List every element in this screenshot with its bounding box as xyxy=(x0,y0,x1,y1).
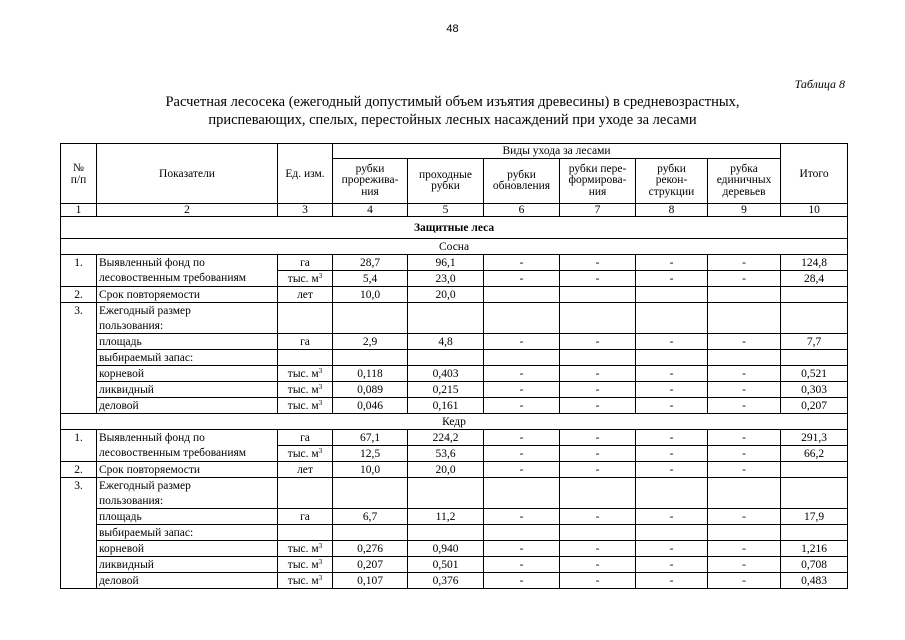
header-care-type-line: рубки xyxy=(657,162,686,175)
row-value: - xyxy=(636,398,708,414)
header-care-type-line: формирова- xyxy=(568,174,627,187)
header-care-type-line: проходные xyxy=(419,168,472,181)
row-unit xyxy=(278,366,333,382)
row-value: - xyxy=(560,430,636,446)
header-care-type-line: рубки xyxy=(507,168,536,181)
row-value xyxy=(708,318,781,334)
row-value: 0,940 xyxy=(408,541,484,557)
row-value xyxy=(484,303,560,319)
table-row xyxy=(61,493,848,509)
row-unit-text: тыс. м xyxy=(287,383,319,396)
row-total xyxy=(781,303,848,319)
row-total: 17,9 xyxy=(781,509,848,525)
row-value: - xyxy=(484,430,560,446)
row-value xyxy=(408,350,484,366)
species-row xyxy=(61,414,848,430)
row-number xyxy=(61,525,97,541)
header-number-line: № xyxy=(73,161,84,174)
row-value: - xyxy=(560,366,636,382)
table-row xyxy=(61,366,848,382)
row-value: - xyxy=(484,573,560,589)
table-row xyxy=(61,446,848,462)
row-number: 3. xyxy=(61,303,97,319)
row-value xyxy=(708,525,781,541)
row-unit xyxy=(278,525,333,541)
row-unit xyxy=(278,271,333,287)
row-value: - xyxy=(636,462,708,478)
row-value xyxy=(636,350,708,366)
row-value xyxy=(408,478,484,494)
row-value xyxy=(636,318,708,334)
row-value: - xyxy=(560,255,636,271)
row-value: 28,7 xyxy=(333,255,408,271)
row-total: 0,207 xyxy=(781,398,848,414)
row-value: - xyxy=(636,541,708,557)
title-line: Расчетная лесосека (ежегодный допустимый объем изъятия древесины) в средневозрастных, xyxy=(165,94,740,110)
row-value: 12,5 xyxy=(333,446,408,462)
row-total: 291,3 xyxy=(781,430,848,446)
row-unit xyxy=(278,382,333,398)
column-number: 7 xyxy=(560,204,636,217)
column-number: 1 xyxy=(61,204,97,217)
row-unit xyxy=(278,446,333,462)
row-number xyxy=(61,541,97,557)
header-unit: Ед. изм. xyxy=(278,144,333,204)
row-label: Срок повторяемости xyxy=(97,462,278,478)
row-value xyxy=(636,287,708,303)
row-number xyxy=(61,318,97,334)
row-value: - xyxy=(708,430,781,446)
row-value: 0,089 xyxy=(333,382,408,398)
row-unit xyxy=(278,493,333,509)
row-value: - xyxy=(708,509,781,525)
row-label: пользования: xyxy=(97,493,278,509)
header-care-type-line: рекон- xyxy=(655,174,688,187)
row-value: 0,215 xyxy=(408,382,484,398)
row-number xyxy=(61,557,97,573)
header-care-type xyxy=(408,159,484,204)
column-number: 6 xyxy=(484,204,560,217)
row-label: Ежегодный размер xyxy=(97,303,278,319)
row-value xyxy=(708,287,781,303)
header-care-type-line: ния xyxy=(588,185,607,198)
row-value xyxy=(484,318,560,334)
row-value: 20,0 xyxy=(408,462,484,478)
row-value xyxy=(333,318,408,334)
row-unit-superscript: 3 xyxy=(318,573,323,582)
row-value: - xyxy=(708,334,781,350)
row-value: 6,7 xyxy=(333,509,408,525)
row-value xyxy=(560,303,636,319)
column-number: 4 xyxy=(333,204,408,217)
row-value: 67,1 xyxy=(333,430,408,446)
row-label: деловой xyxy=(97,573,278,589)
header-number-line: п/п xyxy=(70,173,87,186)
header-care-type xyxy=(708,159,781,204)
species-name: Кедр xyxy=(61,414,848,430)
row-value: - xyxy=(484,509,560,525)
row-number xyxy=(61,350,97,366)
header-care-type-line: рубки xyxy=(431,180,460,192)
row-value: - xyxy=(484,271,560,287)
row-number xyxy=(61,334,97,350)
row-unit-text: лет xyxy=(297,463,313,476)
row-value: 0,161 xyxy=(408,398,484,414)
table-row xyxy=(61,541,848,557)
row-label: Выявленный фонд по xyxy=(97,255,278,271)
row-unit-text: тыс. м xyxy=(287,447,319,460)
row-value: 10,0 xyxy=(333,287,408,303)
row-label: ликвидный xyxy=(97,382,278,398)
row-value: 0,501 xyxy=(408,557,484,573)
row-value: 0,107 xyxy=(333,573,408,589)
species-name: Сосна xyxy=(61,239,848,255)
row-unit-text: тыс. м xyxy=(287,399,319,412)
row-total: 0,708 xyxy=(781,557,848,573)
row-value xyxy=(484,478,560,494)
row-value xyxy=(408,525,484,541)
row-unit-text: тыс. м xyxy=(287,272,319,285)
column-number: 2 xyxy=(97,204,278,217)
row-value: - xyxy=(560,382,636,398)
row-total: 0,303 xyxy=(781,382,848,398)
row-value: - xyxy=(484,446,560,462)
row-total xyxy=(781,318,848,334)
table-row xyxy=(61,350,848,366)
header-care-type-line: деревьев xyxy=(722,185,766,198)
header-care-type-line: струкции xyxy=(648,185,695,198)
row-value: 2,9 xyxy=(333,334,408,350)
row-label: Выявленный фонд по xyxy=(97,430,278,446)
row-value: - xyxy=(560,271,636,287)
row-value xyxy=(560,525,636,541)
row-value: 11,2 xyxy=(408,509,484,525)
row-value: - xyxy=(708,446,781,462)
row-label: выбираемый запас: xyxy=(97,350,278,366)
row-total xyxy=(781,493,848,509)
row-value: - xyxy=(484,557,560,573)
row-value: 5,4 xyxy=(333,271,408,287)
row-unit xyxy=(278,509,333,525)
header-care-type-line: обновления xyxy=(492,180,551,192)
row-label: лесовоственным требованиям xyxy=(97,271,278,287)
row-value xyxy=(636,493,708,509)
row-value: - xyxy=(636,334,708,350)
row-total: 7,7 xyxy=(781,334,848,350)
row-unit-text: га xyxy=(300,335,310,348)
row-unit-text: тыс. м xyxy=(287,542,319,555)
row-total xyxy=(781,287,848,303)
row-value: 10,0 xyxy=(333,462,408,478)
row-value: - xyxy=(560,509,636,525)
row-value: - xyxy=(560,557,636,573)
row-total xyxy=(781,462,848,478)
row-number xyxy=(61,271,97,287)
row-value: 96,1 xyxy=(408,255,484,271)
row-total xyxy=(781,525,848,541)
row-value xyxy=(708,493,781,509)
row-value xyxy=(333,525,408,541)
row-number xyxy=(61,573,97,589)
row-unit xyxy=(278,462,333,478)
table-row xyxy=(61,430,848,446)
row-value: - xyxy=(484,398,560,414)
table-row xyxy=(61,318,848,334)
row-value: 0,276 xyxy=(333,541,408,557)
page-number: 48 xyxy=(446,23,459,35)
row-value xyxy=(560,318,636,334)
row-number: 2. xyxy=(61,462,97,478)
row-value: - xyxy=(636,382,708,398)
row-value: - xyxy=(484,541,560,557)
row-total: 0,521 xyxy=(781,366,848,382)
row-value xyxy=(708,303,781,319)
row-value xyxy=(484,493,560,509)
row-total: 28,4 xyxy=(781,271,848,287)
table-row xyxy=(61,557,848,573)
row-label: площадь xyxy=(97,334,278,350)
section-title: Защитные леса xyxy=(61,217,848,239)
row-value: - xyxy=(484,462,560,478)
table-row xyxy=(61,573,848,589)
row-value: 0,403 xyxy=(408,366,484,382)
row-value: - xyxy=(708,398,781,414)
row-label: лесовоственным требованиям xyxy=(97,446,278,462)
header-care-type xyxy=(636,159,708,204)
row-value: - xyxy=(636,557,708,573)
row-number: 3. xyxy=(61,478,97,494)
row-unit xyxy=(278,334,333,350)
row-value xyxy=(408,303,484,319)
row-unit-superscript: 3 xyxy=(318,366,323,375)
row-value: - xyxy=(636,255,708,271)
column-numbers-row xyxy=(61,204,848,217)
row-value: 4,8 xyxy=(408,334,484,350)
title-line: приспевающих, спелых, перестойных лесных насаждений при уходе за лесами xyxy=(208,112,697,128)
row-value xyxy=(708,350,781,366)
row-unit-superscript: 3 xyxy=(318,557,323,566)
row-number xyxy=(61,398,97,414)
row-value: 0,118 xyxy=(333,366,408,382)
table-row xyxy=(61,303,848,319)
row-value: 0,376 xyxy=(408,573,484,589)
row-label: корневой xyxy=(97,366,278,382)
row-unit xyxy=(278,318,333,334)
header-care-types-group: Виды ухода за лесами xyxy=(333,144,781,159)
row-label: Срок повторяемости xyxy=(97,287,278,303)
table-row xyxy=(61,525,848,541)
row-value xyxy=(636,525,708,541)
row-value xyxy=(636,478,708,494)
row-value: 53,6 xyxy=(408,446,484,462)
row-value: 0,207 xyxy=(333,557,408,573)
row-value xyxy=(333,478,408,494)
row-value: - xyxy=(560,541,636,557)
row-value: - xyxy=(636,271,708,287)
table-row xyxy=(61,382,848,398)
row-total: 0,483 xyxy=(781,573,848,589)
row-unit-superscript: 3 xyxy=(318,382,323,391)
row-total xyxy=(781,350,848,366)
row-value: - xyxy=(708,573,781,589)
cutting-area-table xyxy=(60,143,848,589)
row-unit-text: лет xyxy=(297,288,313,301)
row-value: - xyxy=(708,462,781,478)
row-value xyxy=(484,350,560,366)
row-unit-text: га xyxy=(300,510,310,523)
row-value: - xyxy=(636,366,708,382)
row-unit-superscript: 3 xyxy=(318,541,323,550)
row-value: - xyxy=(560,573,636,589)
row-number: 2. xyxy=(61,287,97,303)
table-row xyxy=(61,398,848,414)
row-label: Ежегодный размер xyxy=(97,478,278,494)
row-unit-text: га xyxy=(300,256,310,269)
header-indicator: Показатели xyxy=(97,144,278,204)
row-value: - xyxy=(708,557,781,573)
table-caption: Таблица 8 xyxy=(794,77,845,91)
column-number: 8 xyxy=(636,204,708,217)
species-row xyxy=(61,239,848,255)
row-value xyxy=(560,478,636,494)
row-value: - xyxy=(484,334,560,350)
row-total xyxy=(781,478,848,494)
header-care-type-line: ния xyxy=(361,185,379,198)
header-care-type-line: рубки пере- xyxy=(568,162,627,175)
row-label: ликвидный xyxy=(97,557,278,573)
row-value: - xyxy=(560,398,636,414)
header-care-type-line: прорежива- xyxy=(341,174,399,187)
row-number xyxy=(61,446,97,462)
row-value xyxy=(636,303,708,319)
header-care-type xyxy=(560,159,636,204)
row-unit-superscript: 3 xyxy=(318,398,323,407)
row-unit xyxy=(278,350,333,366)
row-value: - xyxy=(708,366,781,382)
row-total: 1,216 xyxy=(781,541,848,557)
row-value xyxy=(708,478,781,494)
table-row xyxy=(61,509,848,525)
table-row xyxy=(61,287,848,303)
row-number: 1. xyxy=(61,430,97,446)
row-unit xyxy=(278,287,333,303)
row-value: - xyxy=(484,255,560,271)
header-care-type xyxy=(333,159,408,204)
header-care-type xyxy=(484,159,560,204)
row-value xyxy=(408,318,484,334)
row-number xyxy=(61,382,97,398)
row-value: - xyxy=(636,509,708,525)
row-value: - xyxy=(636,430,708,446)
row-label: площадь xyxy=(97,509,278,525)
row-value: - xyxy=(708,255,781,271)
row-unit xyxy=(278,573,333,589)
row-unit xyxy=(278,303,333,319)
row-number: 1. xyxy=(61,255,97,271)
row-value: - xyxy=(636,573,708,589)
row-value: 224,2 xyxy=(408,430,484,446)
row-value: - xyxy=(560,446,636,462)
row-unit xyxy=(278,255,333,271)
row-value: - xyxy=(708,541,781,557)
row-value: - xyxy=(708,271,781,287)
row-value xyxy=(484,287,560,303)
header-number xyxy=(61,144,97,204)
row-unit-text: тыс. м xyxy=(287,574,319,587)
column-number: 9 xyxy=(708,204,781,217)
row-unit xyxy=(278,557,333,573)
row-unit xyxy=(278,430,333,446)
header-care-type-line: рубки xyxy=(355,162,385,175)
row-value: 0,046 xyxy=(333,398,408,414)
document-title xyxy=(100,93,805,129)
row-unit xyxy=(278,398,333,414)
row-label: пользования: xyxy=(97,318,278,334)
row-value: - xyxy=(560,462,636,478)
row-value xyxy=(408,493,484,509)
row-value: 20,0 xyxy=(408,287,484,303)
row-number xyxy=(61,366,97,382)
row-label: выбираемый запас: xyxy=(97,525,278,541)
row-unit-text: тыс. м xyxy=(287,558,319,571)
table-row xyxy=(61,271,848,287)
row-number xyxy=(61,509,97,525)
row-value xyxy=(484,525,560,541)
row-unit xyxy=(278,478,333,494)
row-value xyxy=(560,493,636,509)
row-value xyxy=(333,350,408,366)
row-total: 66,2 xyxy=(781,446,848,462)
table-row xyxy=(61,255,848,271)
table-row xyxy=(61,334,848,350)
row-unit-text: га xyxy=(300,431,310,444)
row-number xyxy=(61,493,97,509)
row-unit-superscript: 3 xyxy=(318,446,323,455)
header-care-type-line: рубка xyxy=(730,162,758,175)
row-value xyxy=(333,303,408,319)
row-label: корневой xyxy=(97,541,278,557)
header-care-type-line: единичных xyxy=(716,174,772,187)
row-value: - xyxy=(484,382,560,398)
section-row xyxy=(61,217,848,239)
row-total: 124,8 xyxy=(781,255,848,271)
row-unit xyxy=(278,541,333,557)
row-value xyxy=(560,287,636,303)
row-value: 23,0 xyxy=(408,271,484,287)
row-value: - xyxy=(636,446,708,462)
header-total: Итого xyxy=(781,144,848,204)
row-value: - xyxy=(708,382,781,398)
column-number: 10 xyxy=(781,204,848,217)
row-value: - xyxy=(484,366,560,382)
column-number: 3 xyxy=(278,204,333,217)
row-label: деловой xyxy=(97,398,278,414)
row-value: - xyxy=(560,334,636,350)
row-value xyxy=(333,493,408,509)
table-row xyxy=(61,478,848,494)
column-number: 5 xyxy=(408,204,484,217)
table-row xyxy=(61,462,848,478)
row-value xyxy=(560,350,636,366)
row-unit-superscript: 3 xyxy=(318,271,323,280)
row-unit-text: тыс. м xyxy=(287,367,319,380)
